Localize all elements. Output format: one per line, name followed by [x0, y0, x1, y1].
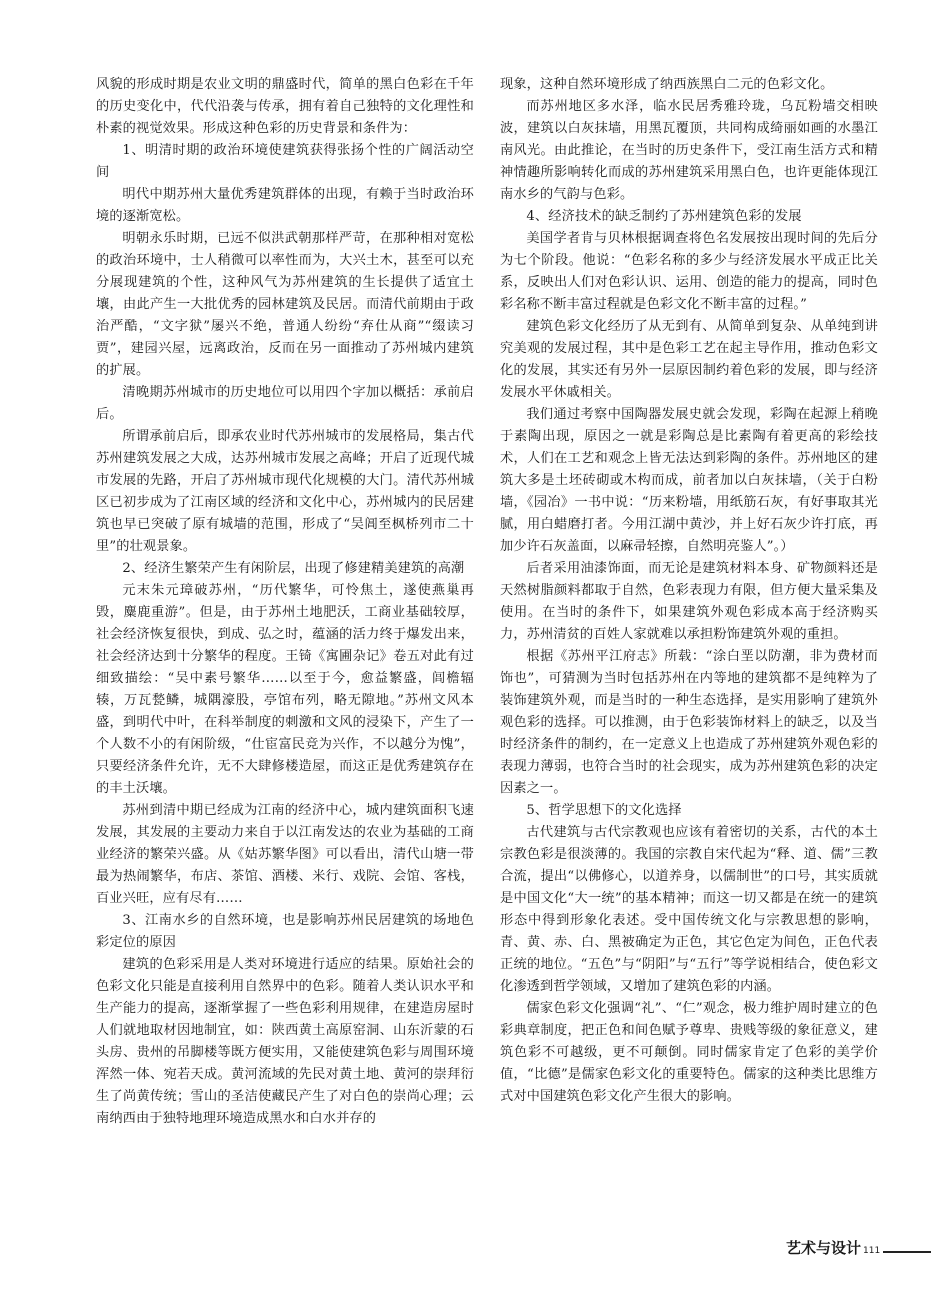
paragraph: 建筑色彩文化经历了从无到有、从简单到复杂、从单纯到讲究美观的发展过程，其中是色彩工艺在起主导作用，推动色彩文化的发展，其实还有另外一层原因制约着色彩的发展，即与经济发展水平休戚相关。 [500, 319, 878, 400]
paragraph: 现象，这种自然环境形成了纳西族黑白二元的色彩文化。 [500, 77, 834, 92]
page-footer [786, 1237, 931, 1258]
footer-rule [883, 1251, 931, 1253]
section-heading: 5、哲学思想下的文化选择 [526, 803, 682, 818]
paragraph: 明朝永乐时期，已远不似洪武朝那样严苛，在那种相对宽松的政治环境中，士人稍微可以率性而为，大兴土木，甚至可以充分展现建筑的个性，这种风气为苏州建筑的生长提供了适宜土壤，由此产生一大批优秀的园林建筑及民居。而清代前期由于政治严酷，“文字狱”屡兴不绝，普通人纷纷“弃仕从商”“缀读习贾”，建园兴屋，远离政治，反而在另一面推动了苏州城内建筑的扩展。 [96, 231, 474, 378]
section-heading: 4、经济技术的缺乏制约了苏州建筑色彩的发展 [526, 209, 802, 224]
paragraph: 根据《苏州平江府志》所载：“涂白垩以防潮，非为费材而饰也”，可猜测为当时包括苏州在内等地的建筑都不是纯粹为了装饰建筑外观，而是当时的一种生态选择，是实用影响了建筑外观色彩的选择。可以推测，由于色彩装饰材料上的缺乏，以及当时经济条件的制约，在一定意义上也造成了苏州建筑外观色彩的表现力薄弱，也符合当时的社会现实，成为苏州建筑色彩的决定因素之一。 [500, 649, 878, 796]
paragraph: 明代中期苏州大量优秀建筑群体的出现，有赖于当时政治环境的逐渐宽松。 [96, 187, 474, 224]
section-heading: 3、江南水乡的自然环境，也是影响苏州民居建筑的场地色彩定位的原因 [96, 913, 474, 950]
paragraph: 建筑的色彩采用是人类对环境进行适应的结果。原始社会的色彩文化只能是直接利用自然界中的色彩。随着人类认识水平和生产能力的提高，逐渐掌握了一些色彩利用规律，在建造房屋时人们就地取材因地制宜，如：陕西黄土高原窑洞、山东沂蒙的石头房、贵州的吊脚楼等既方便实用，又能使建筑色彩与周围环境浑然一体、宛若天成。黄河流域的先民对黄土地、黄河的崇拜衍生了尚黄传统；雪山的圣洁使藏民产生了对白色的崇尚心理；云南纳西由于独特地理环境造成黑水和白水并存的 [96, 957, 474, 1126]
paragraph: 我们通过考察中国陶器发展史就会发现，彩陶在起源上稍晚于素陶出现，原因之一就是彩陶总是比素陶有着更高的彩绘技术，人们在工艺和观念上皆无法达到彩陶的条件。苏州地区的建筑大多是土坯砖砌或木构而成，前者加以白灰抹墙，（关于白粉墙，《园冶》一书中说：“历来粉墙，用纸筋石灰，有好事取其光腻，用白蜡磨打者。今用江湖中黄沙，并上好石灰少许打底，再加少许石灰盖面，以麻帚轻擦，自然明亮鉴人”。） [500, 407, 878, 554]
paragraph: 而苏州地区多水泽，临水民居秀雅玲珑，乌瓦粉墙交相映波，建筑以白灰抹墙，用黑瓦覆顶，共同构成绮丽如画的水墨江南风光。由此推论，在当时的历史条件下，受江南生活方式和精神情趣所影响转化而成的苏州建筑采用黑白色，也许更能体现江南水乡的气韵与色彩。 [500, 99, 878, 202]
paragraph: 古代建筑与古代宗教观也应该有着密切的关系，古代的本土宗教色彩是很淡薄的。我国的宗教自宋代起为“释、道、儒”三教合流，提出“以佛修心，以道养身，以儒制世”的口号，其实质就是中国文化“大一统”的基本精神；而这一切又都是在统一的建筑形态中得到形象化表述。受中国传统文化与宗教思想的影响，青、黄、赤、白、黑被确定为正色，其它色定为间色，正色代表正统的地位。“五色”与“阴阳”与“五行”等学说相结合，使色彩文化渗透到哲学领域，又增加了建筑色彩的内涵。 [500, 825, 878, 994]
page-number: 111 [863, 1246, 881, 1256]
paragraph: 苏州到清中期已经成为江南的经济中心，城内建筑面积飞速发展，其发展的主要动力来自于以江南发达的农业为基础的工商业经济的繁荣兴盛。从《姑苏繁华图》可以看出，清代山塘一带最为热闹繁华，布店、茶馆、酒楼、米行、戏院、会馆、客栈，百业兴旺，应有尽有…… [96, 803, 474, 906]
journal-title: 艺术与设计 [786, 1239, 862, 1257]
paragraph: 美国学者肯与贝林根据调查将色名发展按出现时间的先后分为七个阶段。他说：“色彩名称的多少与经济发展水平成正比关系，反映出人们对色彩认识、运用、创造的能力的提高，同时色彩名称不断丰富过程就是色彩文化不断丰富的过程。” [500, 231, 878, 312]
right-column [500, 74, 878, 1108]
paragraph: 清晚期苏州城市的历史地位可以用四个字加以概括：承前启后。 [96, 385, 474, 422]
paragraph: 后者采用油漆饰面，而无论是建筑材料本身、矿物颜料还是天然树脂颜料都取于自然，色彩表现力有限，但方便大量采集及使用。在当时的条件下，如果建筑外观色彩成本高于经济购买力，苏州清贫的百姓人家就难以承担粉饰建筑外观的重担。 [500, 561, 878, 642]
paragraph: 风貌的形成时期是农业文明的鼎盛时代，简单的黑白色彩在千年的历史变化中，代代沿袭与传承，拥有着自己独特的文化理性和朴素的视觉效果。形成这种色彩的历史背景和条件为： [96, 77, 474, 136]
section-heading: 2、经济生繁荣产生有闲阶层，出现了修建精美建筑的高潮 [122, 561, 465, 576]
paragraph: 儒家色彩文化强调“礼”、“仁”观念，极力维护周时建立的色彩典章制度，把正色和间色赋予尊卑、贵贱等级的象征意义，建筑色彩不可越级，更不可颠倒。同时儒家肯定了色彩的美学价值，“比德”是儒家色彩文化的重要特色。儒家的这种类比思维方式对中国建筑色彩文化产生很大的影响。 [500, 1001, 878, 1104]
paragraph: 所谓承前启后，即承农业时代苏州城市的发展格局，集古代苏州建筑发展之大成，达苏州城市发展之高峰；开启了近现代城市发展的先路，开启了苏州城市现代化规模的大门。清代苏州城区已初步成为了江南区域的经济和文化中心，苏州城内的民居建筑也早已突破了原有城墙的范围，形成了“吴阊至枫桥列市二十里”的壮观景象。 [96, 429, 474, 554]
left-column [96, 74, 474, 1130]
paragraph: 元末朱元璋破苏州，“历代繁华，可怜焦土，遂使燕巢再毁，麋鹿重游”。但是，由于苏州土地肥沃，工商业基础较厚，社会经济恢复很快，到成、弘之时，蕴涵的活力终于爆发出来，社会经济达到十分繁华的程度。王锜《寓圃杂记》卷五对此有过细致描绘：“吴中素号繁华……以至于今，愈益繁盛，闾檐辐辏，万瓦甃鳞，城隅濠股，亭馆布列，略无隙地。”苏州文风本盛，到明代中叶，在科举制度的刺激和文风的浸染下，产生了一个人数不小的有闲阶级，“仕宦富民竞为兴作，不以越分为愧”，只要经济条件允许，无不大肆修楼造屋，而这正是优秀建筑存在的丰土沃壤。 [96, 583, 474, 796]
section-heading: 1、明清时期的政治环境使建筑获得张扬个性的广阔活动空间 [96, 143, 474, 180]
